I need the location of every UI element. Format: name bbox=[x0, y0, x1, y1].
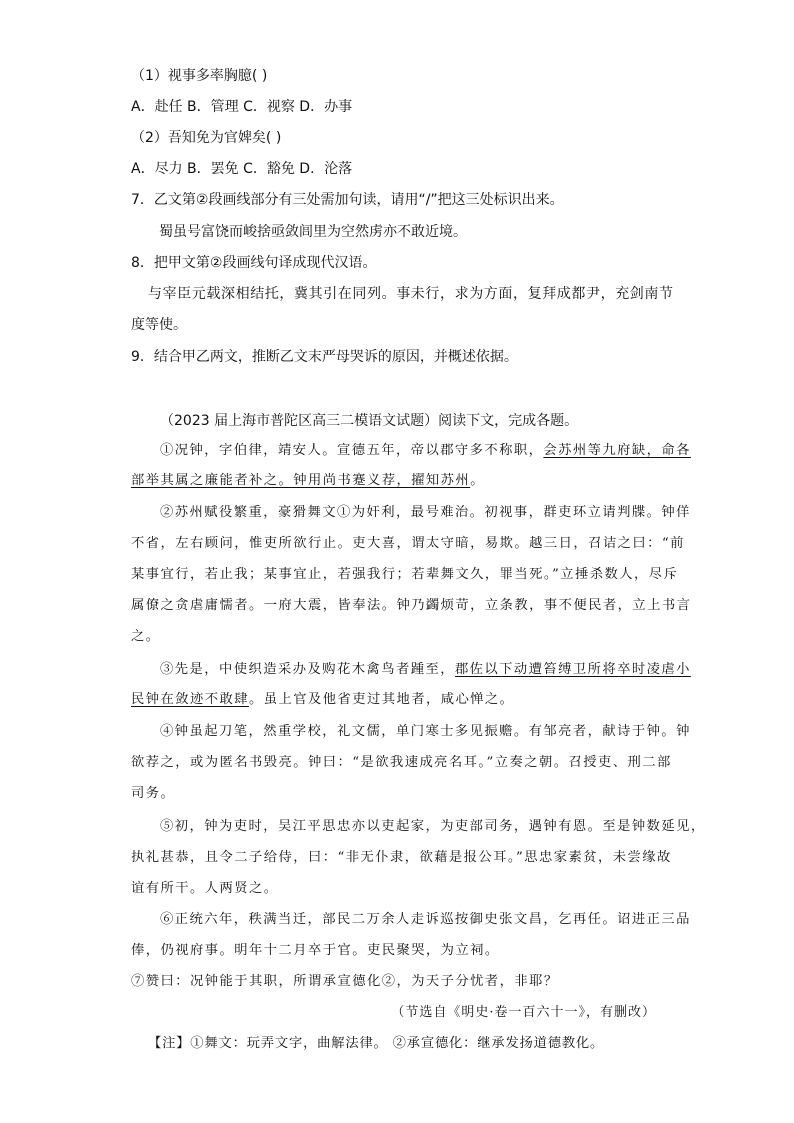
passage-p1-line2 bbox=[131, 471, 485, 491]
question-7-text: 蜀虽号富饶而峻捨亟敛闾里为空然虏亦不敢近境。 bbox=[159, 224, 467, 240]
p3-underlined-text-2: 民钟在敛迹不敢肆 bbox=[131, 692, 249, 707]
question-6-2: （2）吾知免为官婢矣( ) bbox=[131, 130, 282, 146]
p1-text-end: 。 bbox=[470, 473, 485, 488]
p1-text: ①况钟，字伯律，靖安人。宣德五年，帝以郡守多不称职， bbox=[160, 443, 544, 458]
question-8-text-1: 与宰臣元载深相结托，冀其引在同列。事未行，求为方面，复拜成都尹，充剑南节 bbox=[148, 286, 674, 302]
passage-p4-line1: ④钟虽起刀笔，然重学校，礼文儒，单门寒士多见振赡。有邹亮者，献诗于钟。钟 bbox=[160, 724, 691, 739]
passage-p3-line1 bbox=[160, 660, 691, 680]
passage-source: （节选自《明史·卷一百六十一》，有删改） bbox=[391, 1005, 656, 1020]
question-6-1: （1）视事多率胸臆( ) bbox=[131, 68, 268, 84]
question-7: 7．乙文第②段画线部分有三处需加句读，请用“/”把这三处标识出来。 bbox=[131, 192, 564, 208]
passage-p5-line3: 谊有所干。人两贤之。 bbox=[131, 881, 279, 896]
passage-p5-line2: 执礼甚恭，且令二子给侍，曰：“非无仆隶，欲藉是报公耳。”思忠家素贫，未尝缘故 bbox=[131, 850, 672, 865]
passage-source-intro: （2023 届上海市普陀区高三二模语文试题）阅读下文，完成各题。 bbox=[160, 413, 579, 429]
question-8-text-2: 度等使。 bbox=[131, 317, 187, 333]
passage-p3-line2 bbox=[131, 690, 514, 710]
passage-p2-line4: 属僚之贪虐庸懦者。一府大震，皆奉法。钟乃蠲烦苛，立条教，事不便民者，立上书言 bbox=[131, 598, 692, 613]
passage-p5-line1: ⑤初，钟为吏时，吴江平思忠亦以吏起家，为吏部司务，遇钟有恩。至是钟数延见， bbox=[160, 819, 706, 834]
passage-p2-line2: 不省，左右顾问，惟吏所欲行止。吏大喜，谓太守暗，易欺。越三日，召诘之曰：“前 bbox=[131, 536, 685, 551]
question-6-1-options: A．赴任 B．管理 C．视察 D．办事 bbox=[131, 99, 353, 115]
passage-p1-line1 bbox=[160, 441, 691, 461]
passage-p2-line3: 某事宜行，若止我；某事宜止，若强我行；若辈舞文久，罪当死。”立捶杀数人，尽斥 bbox=[131, 567, 679, 582]
passage-p6-line1: ⑥正统六年，秩满当迁，部民二万余人走诉巡按御史张文昌，乞再任。诏进正三品 bbox=[160, 912, 691, 927]
p3-text-end: 。虽上官及他省吏过其地者，咸心惮之。 bbox=[248, 692, 515, 707]
question-8: 8．把甲文第②段画线句译成现代汉语。 bbox=[131, 255, 377, 271]
passage-p2-line5: 之。 bbox=[131, 629, 161, 644]
p1-underlined-text-2: 部举其属之廉能者补之。钟用尚书蹇义荐，擢知苏州 bbox=[131, 473, 471, 488]
question-6-2-options: A．尽力 B．罢免 C．豁免 D．沦落 bbox=[131, 161, 353, 177]
passage-p4-line2: 欲荐之，或为匿名书毁亮。钟曰：“是欲我速成亮名耳。”立奏之朝。召授吏、刑二部 bbox=[131, 755, 672, 770]
p1-underlined-text: 会苏州等九府缺，命各 bbox=[543, 443, 691, 458]
passage-p7-line1: ⑦赞曰：况钟能于其职，所谓承宣德化②，为天子分忧者，非耶？ bbox=[131, 974, 559, 989]
passage-p4-line3: 司务。 bbox=[131, 786, 176, 801]
question-9: 9．结合甲乙两文，推断乙文末严母哭诉的原因，并概述依据。 bbox=[131, 349, 518, 365]
passage-notes: 【注】①舞文：玩弄文字，曲解法律。 ②承宣德化：继承发扬道德教化。 bbox=[148, 1036, 605, 1051]
passage-p2-line1: ②苏州赋役繁重，豪猾舞文①为奸利，最号难治。初视事，群吏环立请判牒。钟佯 bbox=[160, 505, 691, 520]
passage-p6-line2: 俸，仍视府事。明年十二月卒于官。吏民聚哭，为立祠。 bbox=[131, 943, 500, 958]
p3-underlined-text: 郡佐以下动遭笞缚卫所将卒时凌虐小 bbox=[454, 662, 691, 677]
p3-text: ③先是，中使织造采办及购花木禽鸟者踵至， bbox=[160, 662, 455, 677]
